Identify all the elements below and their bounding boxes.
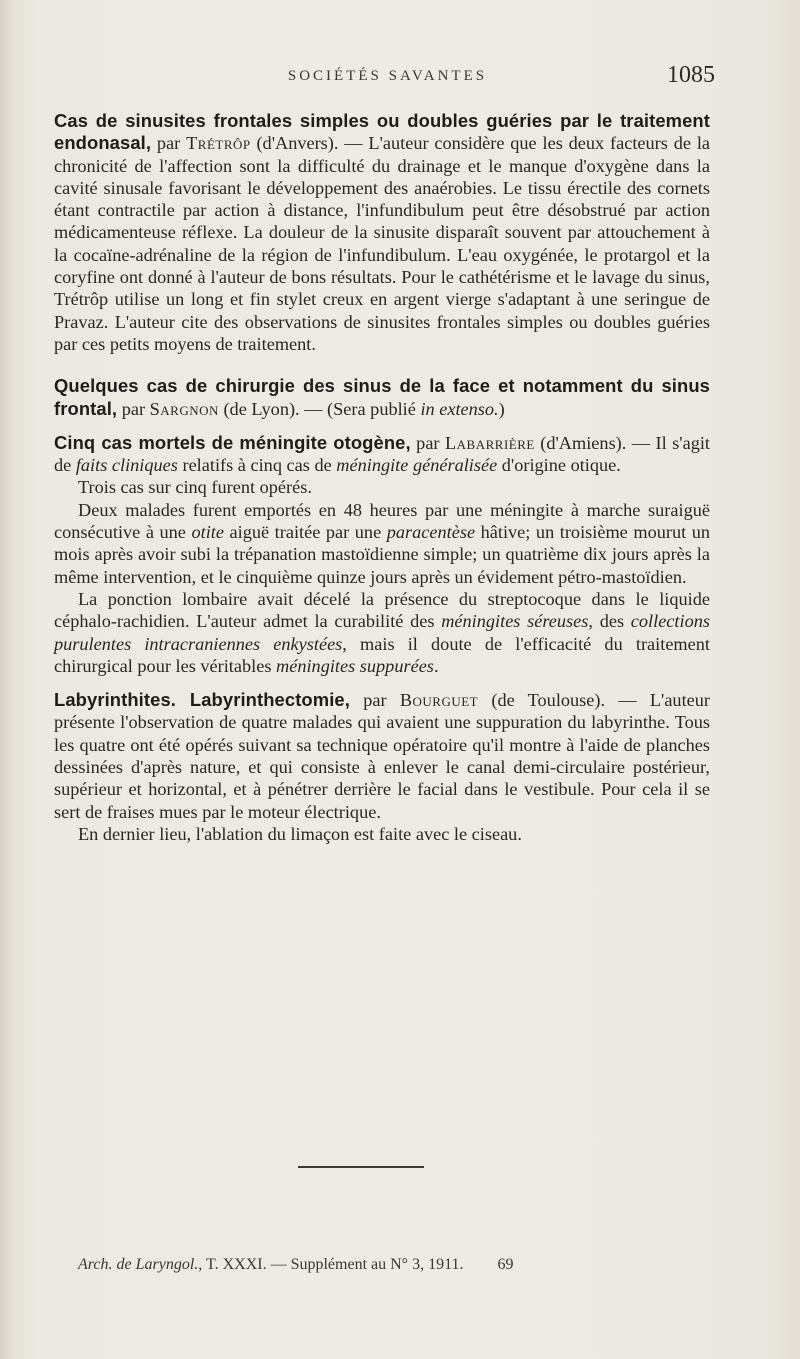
entry-par: par [349,690,400,711]
entry-par: par [117,398,150,419]
paragraph: Trois cas sur cinq furent opérés. [78,477,312,498]
page-footer [78,1256,678,1274]
entry-text: (de Toulouse). — L'auteur présente l'observation de quatre malades qui avaient une suppuration du labyrinthe. Tous les quatre ont été opérés suivant sa technique opératoire qu'il montre à l'aide de planches dessinées d'après nature, et qui consiste à enlever le canal demi-circulaire postérieur, supérieur et horizontal, et à pénétrer derrière le facial dans le vestibule. Pour cela il se sert de fraises mues par le moteur électrique. [54,690,710,822]
footer-journal: Arch. de Laryngol. [78,1256,199,1273]
entry-meningite-otogene [54,432,710,477]
entry-text: d'origine otique. [497,455,621,476]
entry-title: Labyrinthites. Labyrinthectomie, [54,689,350,711]
entry-italic: méningite généralisée [336,455,498,476]
paragraph-italic: otite [191,522,224,543]
paragraph-italic: méningites suppurées [276,655,434,676]
entry-chirurgie-sinus [54,375,710,420]
paragraph-italic: paracentèse [386,522,476,543]
entry-italic: faits cliniques [75,455,178,476]
paragraph-text: aiguë traitée par une [223,522,387,543]
entry-title: Cinq cas mortels de méningite otogène, [54,431,411,453]
paragraph-text: , des [588,611,631,632]
page-edge-shadow [0,0,14,1359]
paragraph-text: hâtive; un troisième mourut un mois après avoir subi la trépanation mastoïdienne simple; un quatrième dix jours après la même intervention, et le cinquième quinze jours après un évidement pétro-mastoïdien. [54,522,710,587]
entry-par: par [151,133,187,154]
paragraph [54,588,710,677]
article-body [54,110,710,845]
section-divider [298,1166,424,1168]
paragraph-text: Deux malades furent emportés en 48 heures par une méningite à marche suraiguë consécutive à une [54,499,710,543]
footer-volume: , T. XXXI. — Supplément au N° 3, 1911. [198,1256,464,1273]
paragraph-italic: méningites séreuses [441,611,589,632]
page-number: 1085 [667,62,715,88]
paragraph [54,499,710,588]
entry-text: (de Lyon). — (Sera publié [218,398,421,419]
paragraph-text: , mais il doute de l'efficacité du traitement chirurgical pour les véritables [54,633,710,676]
running-head: SOCIÉTÉS SAVANTES [287,68,488,84]
entry-par: par [410,432,445,453]
entry-title: Quelques cas de chirurgie des sinus de la face et notamment du sinus frontal, [54,375,710,419]
entry-author: Bourguet [399,690,479,711]
entry-text: (d'Amiens). — Il s'agit de [54,432,710,476]
page-header [60,62,715,98]
entry-author: Trétrôp [186,133,251,154]
entry-text: (d'Anvers). — L'auteur considère que les deux facteurs de la chronicité de l'affection sont la difficulté du drainage et le manque d'oxygène dans la cavité sinusale favorisant le développement des anaérobies. Le tissu érectile des cornets étant contractile par action à distance, l'infundibulum peut être désobstrué par action médicamenteuse réflexe. La douleur de la sinusite disparaît souvent par attouchement à la cocaïne-adrénaline de la région de l'infundibulum. L'eau oxygénée, le protargol et la coryfine ont donné à l'auteur de bons résultats. Pour le cathétérisme et le lavage du sinus, Trétrôp utilise un long et fin stylet creux en argent vierge s'adaptant à une seringue de Pravaz. L'auteur cite des observations de sinusites frontales simples ou doubles guéries par ces petits moyens de traitement. [54,133,711,354]
entry-labyrinthites [54,689,710,823]
paragraph: En dernier lieu, l'ablation du limaçon est faite avec le ciseau. [78,823,522,844]
footer-signature: 69 [497,1256,514,1273]
entry-text-end: ) [498,398,505,419]
entry-text: relatifs à cinq cas de [177,455,337,476]
entry-italic: in extenso. [420,398,499,419]
paragraph-italic: collections purulentes intracraniennes enkystées [54,611,710,654]
entry-author: Labarrière [444,432,535,453]
entry-author: Sargnon [149,398,219,419]
entry-title: Cas de sinusites frontales simples ou doubles guéries par le traitement endonasal, [54,110,710,154]
paragraph-text: La ponction lombaire avait décelé la présence du streptocoque dans le liquide céphalo-rachidien. L'auteur admet la curabilité des [54,588,710,632]
paragraph-text: . [433,655,439,676]
entry-sinusites-frontales [54,110,710,355]
